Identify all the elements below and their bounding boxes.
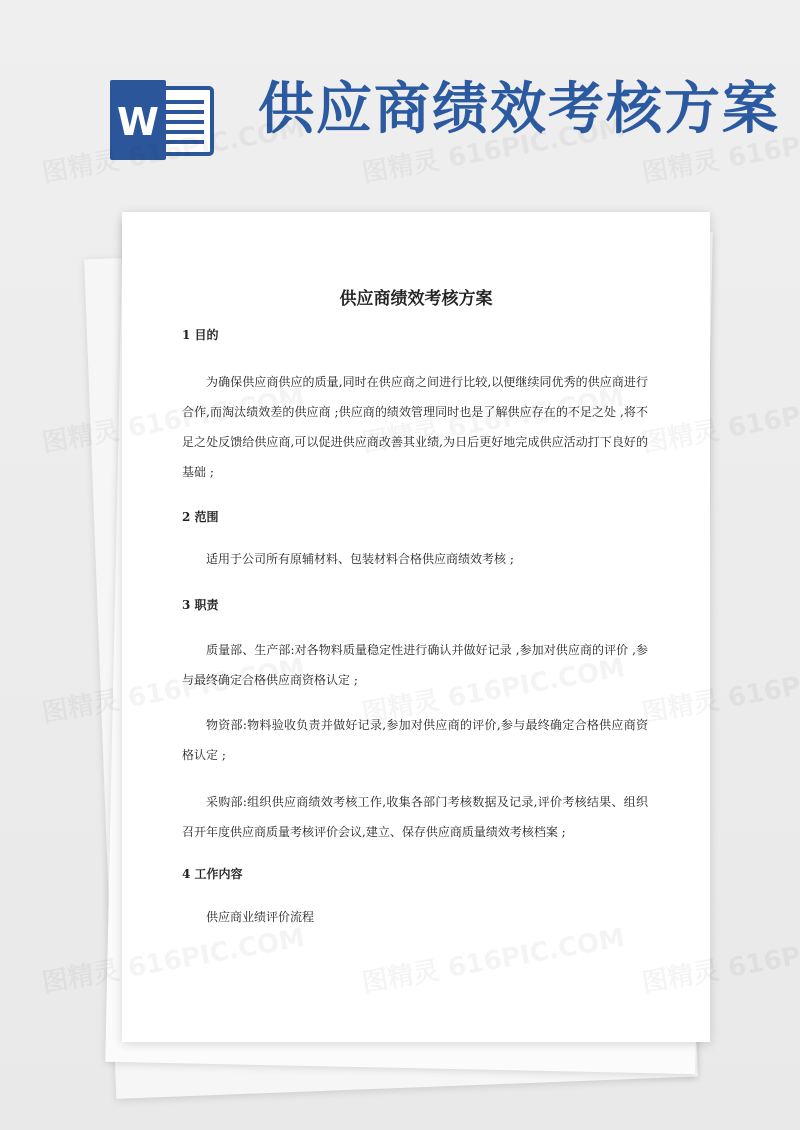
word-icon-letter: W: [117, 100, 159, 144]
page-header: [0, 0, 800, 200]
paragraph-purpose: 为确保供应商供应的质量,同时在供应商之间进行比较,以便继续同优秀的供应商进行合作,而淘汰绩效差的供应商 ;供应商的绩效管理同时也是了解供应存在的不足之处 ,将不足之处反馈给供应商,可以促进供应商改善其业绩,为日后更好地完成供应活动打下良好的基础 ;: [182, 375, 648, 479]
section-title-scope: 2 范围: [182, 510, 219, 524]
document-heading: 供应商绩效考核方案: [339, 289, 493, 309]
paragraph-scope: 适用于公司所有原辅材料、包装材料合格供应商绩效考核 ;: [206, 552, 514, 566]
document-page: [122, 212, 710, 1042]
paragraph-duties-purchasing: 采购部:组织供应商绩效考核工作,收集各部门考核数据及记录,评价考核结果、组织召开年度供应商质量考核评价会议,建立、保存供应商质量绩效考核档案 ;: [182, 795, 648, 839]
banner-title: 供应商绩效考核方案: [258, 77, 780, 142]
paragraph-duties-quality: 质量部、生产部:对各物料质量稳定性进行确认并做好记录 ,参加对供应商的评价 ,参与最终确定合格供应商资格认定 ;: [182, 643, 648, 687]
section-title-work-content: 4 工作内容: [182, 867, 243, 881]
section-title-duties: 3 职责: [182, 598, 219, 612]
paragraph-work-content: 供应商业绩评价流程: [206, 910, 315, 924]
paragraph-duties-materials: 物资部:物料验收负责并做好记录,参加对供应商的评价,参与最终确定合格供应商资格认定 ;: [182, 718, 648, 762]
word-document-icon: [108, 80, 216, 160]
section-title-purpose: 1 目的: [182, 328, 219, 342]
